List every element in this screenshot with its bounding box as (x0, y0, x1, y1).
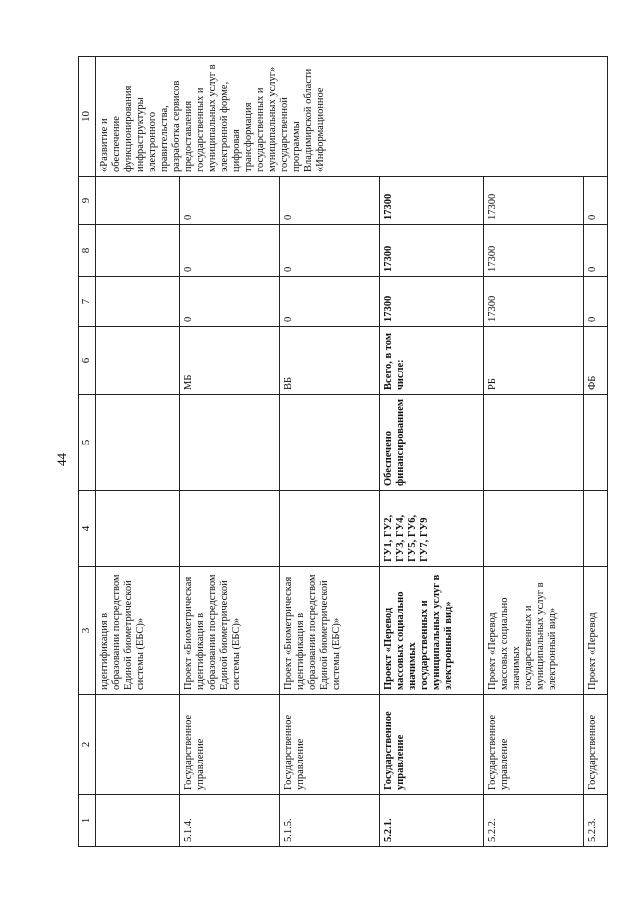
table-row (96, 57, 180, 847)
cell-num: 5.1.5. (280, 795, 380, 847)
col-header-3: 3 (79, 567, 96, 695)
cell-indicators (584, 491, 608, 567)
cell-sector: Государственное управление (380, 695, 484, 795)
cell-val-7: 0 (180, 277, 280, 327)
header-row (79, 57, 96, 847)
cell-status (96, 395, 180, 491)
cell-indicators (180, 491, 280, 567)
cell-val-8 (96, 225, 180, 277)
cell-project: Проект «Биометрическая идентификация в образовании посредством Единой биометрической системы (ЕБС)» (280, 567, 380, 695)
col-header-5: 5 (79, 395, 96, 491)
cell-source: МБ (180, 327, 280, 395)
col-header-10: 10 (79, 57, 96, 177)
col-header-6: 6 (79, 327, 96, 395)
budget-table-rotated (78, 57, 598, 847)
cell-project: Проект «Перевод массовых социально значимых государственных и муниципальных услуг в электронный вид» (484, 567, 584, 695)
cell-val-8: 0 (280, 225, 380, 277)
cell-sector: Государственное (584, 695, 608, 795)
cell-sector: Государственное управление (280, 695, 380, 795)
cell-source: ВБ (280, 327, 380, 395)
cell-val-9: 17300 (484, 177, 584, 225)
cell-val-7 (96, 277, 180, 327)
cell-source: Всего, в том числе: (380, 327, 484, 395)
col-header-8: 8 (79, 225, 96, 277)
cell-val-7: 17300 (484, 277, 584, 327)
cell-project: Проект «Перевод массовых социально значимых государственных и муниципальных услуг в электронный вид» (380, 567, 484, 695)
cell-source (96, 327, 180, 395)
cell-status: Обеспечено финансированием (380, 395, 484, 491)
cell-val-9: 17300 (380, 177, 484, 225)
cell-indicators (280, 491, 380, 567)
cell-sector: Государственное управление (180, 695, 280, 795)
cell-val-8: 0 (584, 225, 608, 277)
cell-program: «Развитие и обеспечение функционирования инфраструктуры электронного правительства, разработка сервисов предоставления государственных и муниципальных услуг в электронной форме, цифровая трансформация государственных и муниципальных услуг» государственной программы Владимирской области «Информационное (96, 57, 608, 177)
cell-num: 5.2.1. (380, 795, 484, 847)
cell-source: РБ (484, 327, 584, 395)
col-header-2: 2 (79, 695, 96, 795)
cell-val-9: 0 (584, 177, 608, 225)
cell-val-8: 17300 (380, 225, 484, 277)
cell-val-7: 17300 (380, 277, 484, 327)
cell-sector (96, 695, 180, 795)
cell-source: ФБ (584, 327, 608, 395)
cell-val-7: 0 (280, 277, 380, 327)
cell-num (96, 795, 180, 847)
cell-val-8: 17300 (484, 225, 584, 277)
cell-val-7: 0 (584, 277, 608, 327)
col-header-9: 9 (79, 177, 96, 225)
cell-indicators (484, 491, 584, 567)
cell-val-9: 0 (280, 177, 380, 225)
cell-status (280, 395, 380, 491)
cell-val-9: 0 (180, 177, 280, 225)
cell-indicators (96, 491, 180, 567)
page-number: 44 (54, 453, 69, 466)
budget-table (78, 56, 608, 847)
col-header-7: 7 (79, 277, 96, 327)
col-header-4: 4 (79, 491, 96, 567)
cell-num: 5.1.4. (180, 795, 280, 847)
cell-status (484, 395, 584, 491)
cell-val-9 (96, 177, 180, 225)
cell-project: идентификация в образовании посредством Единой биометрической системы (ЕБС)» (96, 567, 180, 695)
cell-sector: Государственное управление (484, 695, 584, 795)
cell-num: 5.2.3. (584, 795, 608, 847)
cell-status (180, 395, 280, 491)
cell-val-8: 0 (180, 225, 280, 277)
cell-project: Проект «Перевод (584, 567, 608, 695)
cell-num: 5.2.2. (484, 795, 584, 847)
cell-indicators: ГУ1, ГУ2, ГУ3, ГУ4, ГУ5, ГУ6, ГУ7, ГУ9 (380, 491, 484, 567)
cell-status (584, 395, 608, 491)
cell-project: Проект «Биометрическая идентификация в образовании посредством Единой биометрической системы (ЕБС)» (180, 567, 280, 695)
col-header-1: 1 (79, 795, 96, 847)
